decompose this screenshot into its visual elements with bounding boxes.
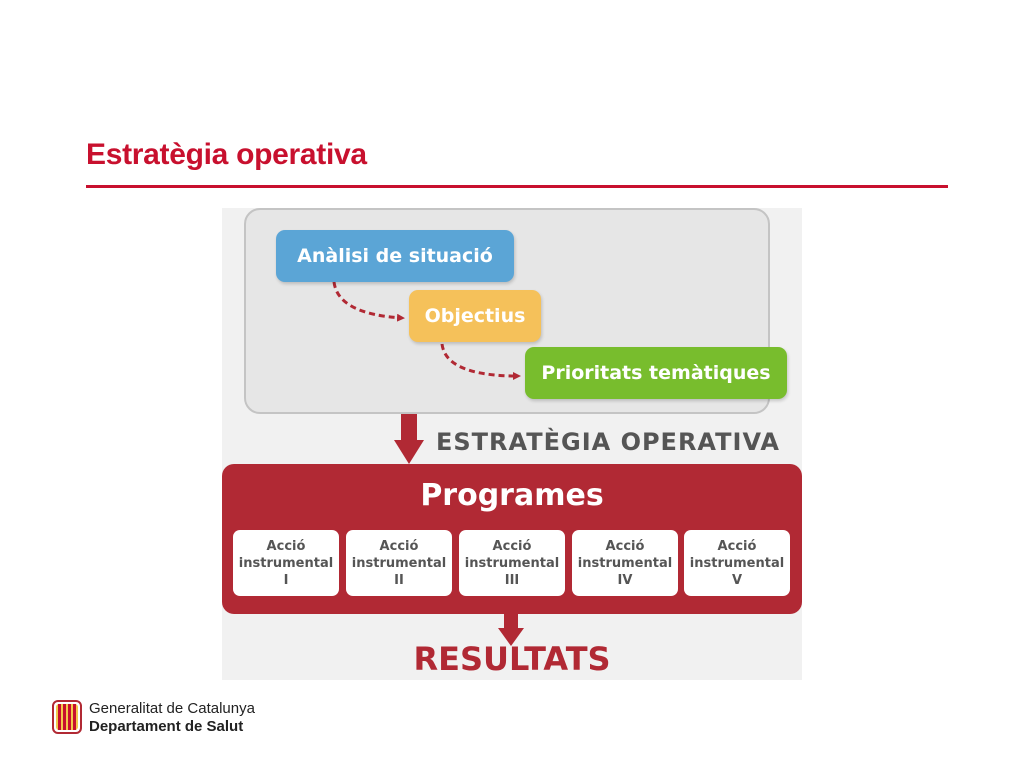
title-underline: [86, 185, 948, 188]
step-objectius: Objectius: [409, 290, 541, 342]
connector-objectius-prioritats: [442, 344, 518, 376]
action-card-line: instrumental: [689, 555, 785, 571]
programs-panel: [222, 464, 802, 614]
step-prioritats-tematiques: Prioritats temàtiques: [525, 347, 787, 399]
department-name: Departament de Salut: [89, 718, 244, 735]
action-card-line: Acció: [605, 538, 645, 554]
action-card-line: II: [394, 572, 404, 588]
action-card-line: Acció: [379, 538, 419, 554]
strategy-label: ESTRATÈGIA OPERATIVA: [436, 428, 780, 456]
action-card-line: instrumental: [351, 555, 447, 571]
slide-title: Estratègia operativa: [86, 138, 367, 171]
action-card-line: Acció: [266, 538, 306, 554]
action-card-4: [572, 530, 678, 596]
action-card-line: V: [731, 572, 743, 588]
down-arrow-icon: [394, 414, 424, 464]
action-card-2: [346, 530, 452, 596]
action-card-line: instrumental: [464, 555, 560, 571]
action-card-1: [233, 530, 339, 596]
action-card-line: instrumental: [577, 555, 673, 571]
action-card-line: Acció: [717, 538, 757, 554]
action-card-line: III: [504, 572, 520, 588]
action-card-5: [684, 530, 790, 596]
action-card-line: I: [283, 572, 289, 588]
generalitat-logo-icon: [52, 700, 82, 734]
step-analisi-de-situacio: Anàlisi de situació: [276, 230, 514, 282]
process-panel: [244, 208, 770, 414]
action-card-line: instrumental: [238, 555, 334, 571]
action-card-line: Acció: [492, 538, 532, 554]
connector-analisi-objectius: [334, 282, 402, 318]
action-card-line: IV: [617, 572, 633, 588]
organization-name: Generalitat de Catalunya: [89, 700, 255, 717]
results-label: RESULTATS: [413, 640, 611, 678]
programs-title: Programes: [420, 478, 604, 513]
strategy-diagram: [222, 208, 802, 680]
action-card-3: [459, 530, 565, 596]
